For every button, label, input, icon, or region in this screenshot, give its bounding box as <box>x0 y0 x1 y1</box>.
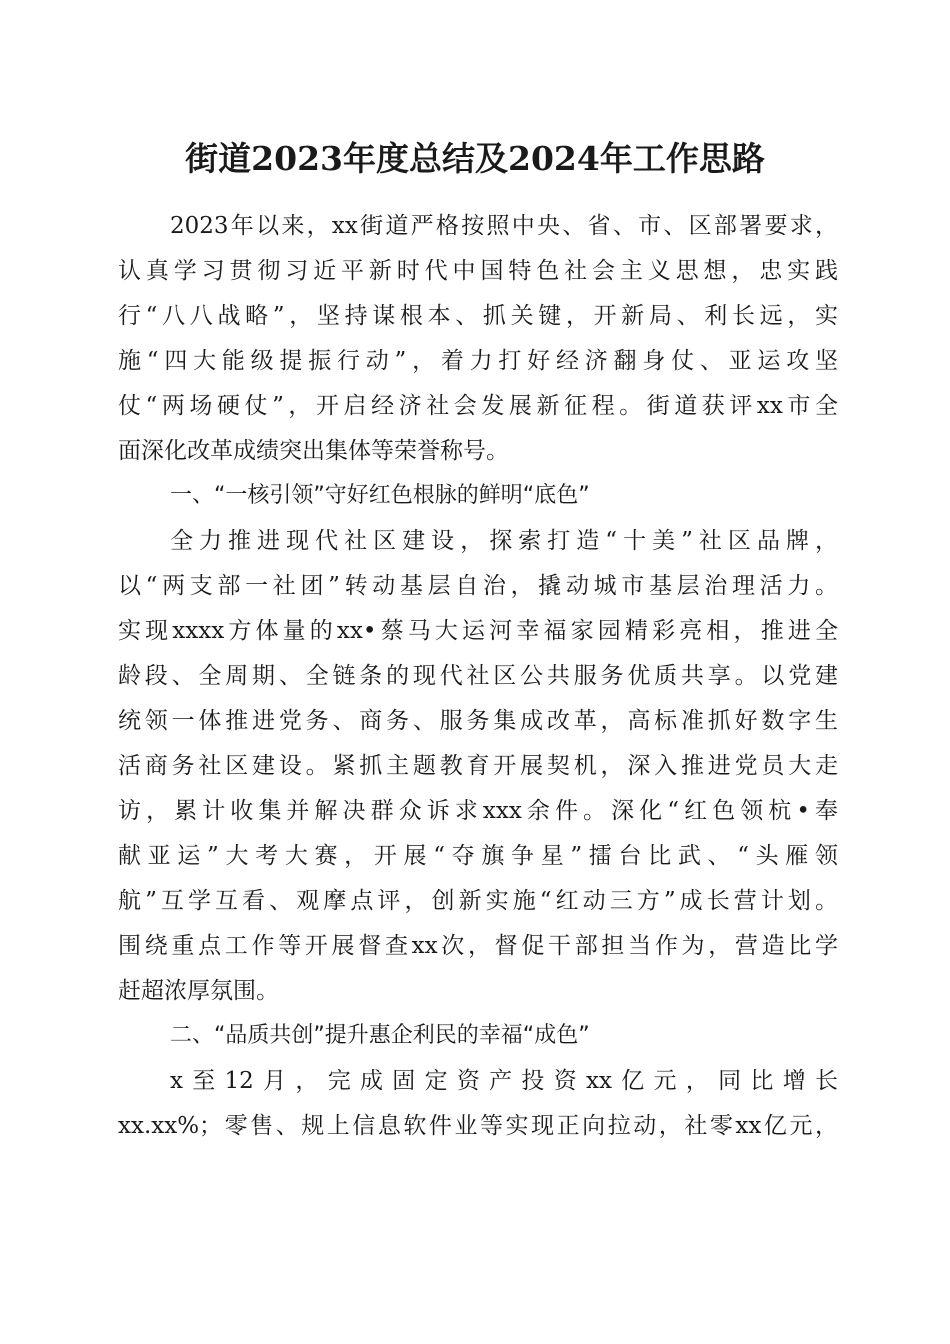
paragraph-line: 访，累计收集并解决群众诉求xxx余件。深化“红色领杭•奉 <box>118 798 838 824</box>
document-title: 街道2023年度总结及2024年工作思路 <box>185 139 765 178</box>
paragraph-line: 龄段、全周期、全链条的现代社区公共服务优质共享。以党建 <box>118 663 838 689</box>
paragraph-line: xx.xx%；零售、规上信息软件业等实现正向拉动，社零xx亿元， <box>118 1113 838 1139</box>
paragraph-line: 统领一体推进党务、商务、服务集成改革，高标准抓好数字生 <box>118 708 838 734</box>
paragraph-line: 献亚运”大考大赛，开展“夺旗争星”擂台比武、“头雁领 <box>118 843 838 869</box>
intro-line: 施“四大能级提振行动”，着力打好经济翻身仗、亚运攻坚 <box>118 348 838 374</box>
paragraph-line: 以“两支部一社团”转动基层自治，撬动城市基层治理活力。 <box>118 573 838 599</box>
intro-line: 2023年以来，xx街道严格按照中央、省、市、区部署要求， <box>170 213 838 239</box>
paragraph-line: 赶超浓厚氛围。 <box>118 978 279 1004</box>
section-heading: 一、“一核引领”守好红色根脉的鲜明“底色” <box>170 483 590 508</box>
intro-line: 行“八八战略”，坚持谋根本、抓关键，开新局、利长远，实 <box>118 303 838 329</box>
intro-line: 面深化改革成绩突出集体等荣誉称号。 <box>118 438 509 464</box>
paragraph-line: x至12月，完成固定资产投资xx亿元，同比增长 <box>170 1068 838 1094</box>
paragraph-line: 实现xxxx方体量的xx•蔡马大运河幸福家园精彩亮相，推进全 <box>118 618 838 644</box>
intro-line: 仗“两场硬仗”，开启经济社会发展新征程。街道获评xx市全 <box>118 393 838 419</box>
paragraph-line: 全力推进现代社区建设，探索打造“十美”社区品牌， <box>170 528 838 554</box>
paragraph-line: 航”互学互看、观摩点评，创新实施“红动三方”成长营计划。 <box>118 888 838 914</box>
paragraph-line: 围绕重点工作等开展督查xx次，督促干部担当作为，营造比学 <box>118 933 838 959</box>
section-heading: 二、“品质共创”提升惠企利民的幸福“成色” <box>170 1023 590 1048</box>
intro-line: 认真学习贯彻习近平新时代中国特色社会主义思想，忠实践 <box>118 258 838 284</box>
paragraph-line: 活商务社区建设。紧抓主题教育开展契机，深入推进党员大走 <box>118 753 838 779</box>
